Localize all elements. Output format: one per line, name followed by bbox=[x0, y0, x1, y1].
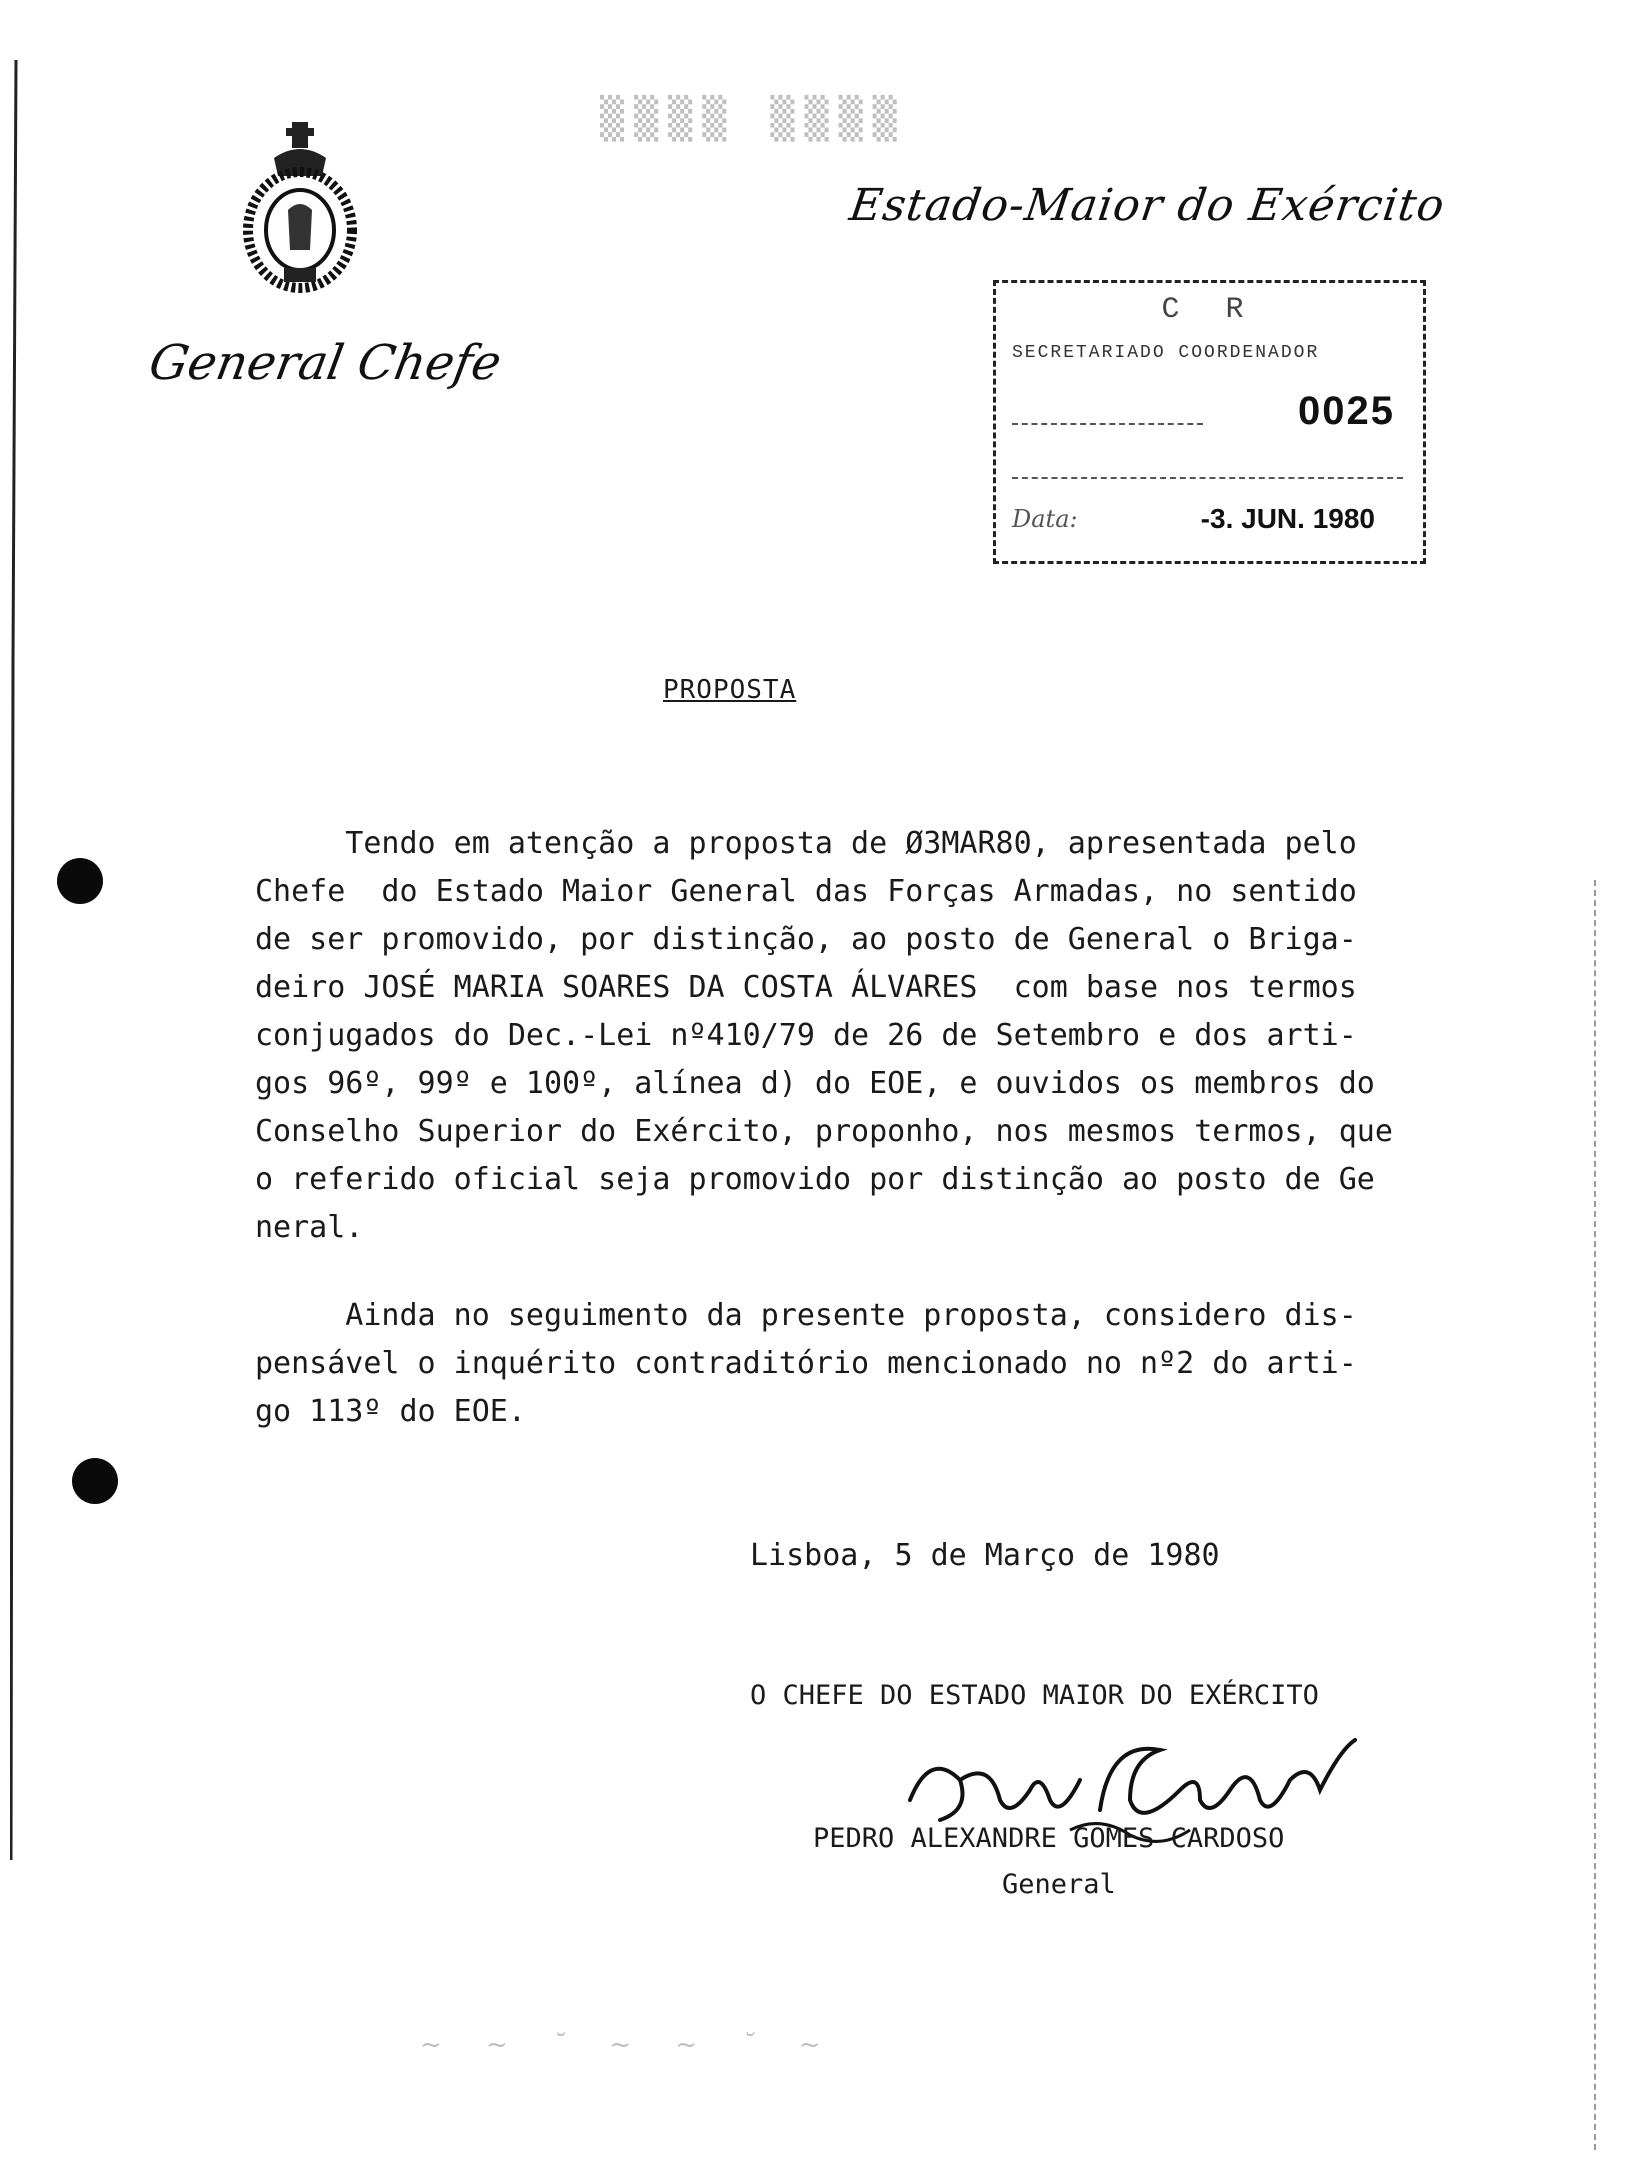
registry-stamp bbox=[993, 280, 1426, 564]
faint-header-mark: ▒▒▒▒ ▒▒▒▒ bbox=[600, 96, 907, 142]
body-line: Conselho Superior do Exército, proponho, nos mesmos termos, que bbox=[255, 1114, 1393, 1149]
body-line: conjugados do Dec.-Lei nº410/79 de 26 de Setembro e dos arti- bbox=[255, 1018, 1357, 1053]
stamp-department: SECRETARIADO COORDENADOR bbox=[1012, 343, 1320, 363]
letterhead-organization: Estado-Maior do Exército bbox=[846, 180, 1449, 231]
place-and-date: Lisboa, 5 de Março de 1980 bbox=[750, 1538, 1220, 1573]
punch-hole-top bbox=[57, 858, 103, 904]
letterhead-office: General Chefe bbox=[145, 335, 506, 391]
body-line: pensável o inquérito contraditório mencionado no nº2 do arti- bbox=[255, 1346, 1357, 1381]
body-line: Chefe do Estado Maior General das Forças Armadas, no sentido bbox=[255, 874, 1357, 909]
faint-bleedthrough-scribble: ~ ~ ˘ ~ ~ ˘ ~ bbox=[420, 2030, 839, 2060]
signatory-title: O CHEFE DO ESTADO MAIOR DO EXÉRCITO bbox=[750, 1680, 1319, 1711]
paragraph-spacer bbox=[255, 1252, 1465, 1292]
body-line: go 113º do EOE. bbox=[255, 1394, 526, 1429]
body-line: gos 96º, 99º e 100º, alínea d) do EOE, e ouvidos os membros do bbox=[255, 1066, 1375, 1101]
stamp-entry-line bbox=[1012, 423, 1203, 425]
right-edge-scan-artifact bbox=[1594, 880, 1602, 2150]
document-title: PROPOSTA bbox=[663, 675, 797, 705]
body-line: de ser promovido, por distinção, ao posto de General o Briga- bbox=[255, 922, 1357, 957]
body-line: neral. bbox=[255, 1210, 364, 1245]
punch-hole-bottom bbox=[72, 1458, 118, 1504]
stamp-process-line bbox=[1012, 477, 1403, 479]
signatory-rank: General bbox=[1002, 1869, 1116, 1900]
stamp-header: C R bbox=[1161, 293, 1258, 327]
body-line: Ainda no seguimento da presente proposta, considero dis- bbox=[255, 1298, 1357, 1333]
stamp-entry-number: 0025 bbox=[1298, 389, 1395, 433]
body-line: deiro JOSÉ MARIA SOARES DA COSTA ÁLVARES com base nos termos bbox=[255, 970, 1357, 1005]
body-line: Tendo em atenção a proposta de Ø3MAR80, apresentada pelo bbox=[255, 826, 1357, 861]
document-body bbox=[255, 820, 1465, 1436]
stamp-date-value: -3. JUN. 1980 bbox=[1200, 503, 1375, 534]
signatory-name: PEDRO ALEXANDRE GOMES CARDOSO bbox=[813, 1823, 1285, 1854]
stamp-date-label: Data: bbox=[1012, 505, 1078, 533]
margin-scratch-line bbox=[10, 60, 18, 1860]
body-line: o referido oficial seja promovido por distinção ao posto de Ge bbox=[255, 1162, 1375, 1197]
army-crest-icon bbox=[240, 118, 360, 294]
